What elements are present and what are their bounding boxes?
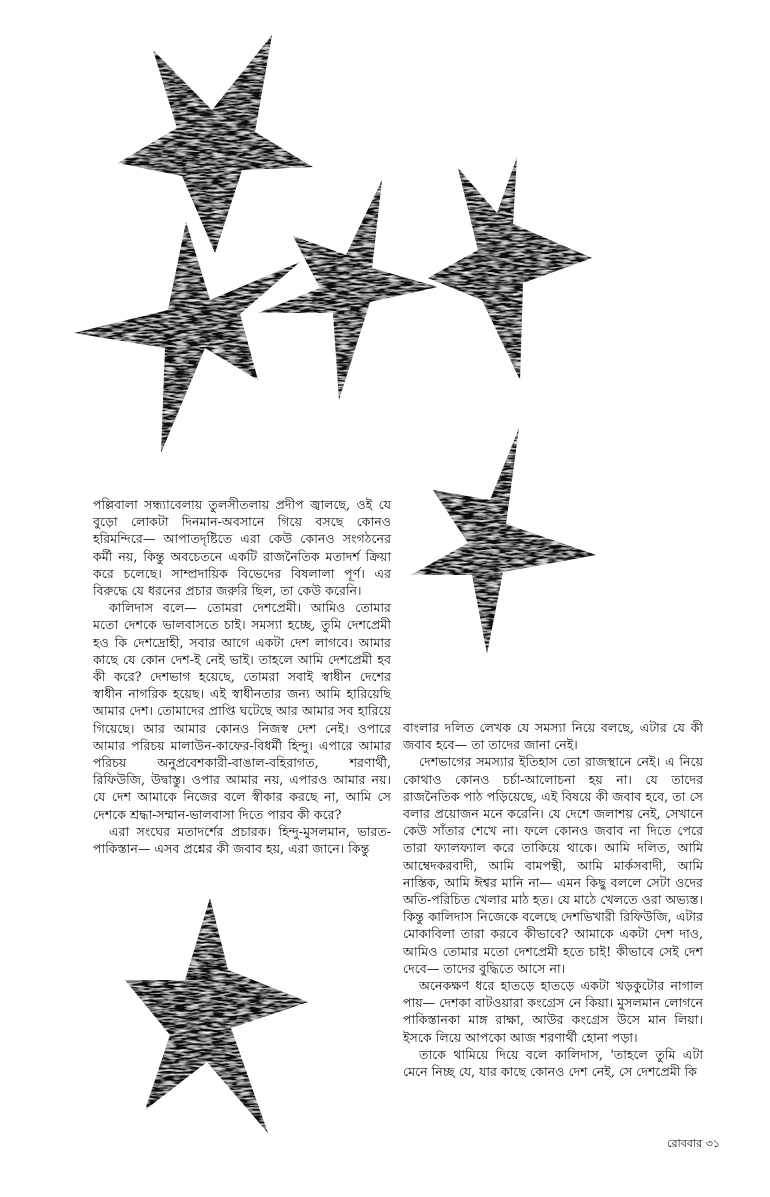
paragraph: বাংলার দলিত লেখক যে সমস্যা নিয়ে বলছে, এটার যে কী জবাব হবে— তা তাদের জানা নেই।	[403, 720, 703, 753]
star-icon	[428, 157, 592, 380]
paragraph: এরা সংঘের মতাদর্শের প্রচারক। হিন্দু-মুসলমান, ভারত-পাকিস্তান— এসব প্রশ্নের কী জবাব হয়, এরা জানে। কিন্তু	[93, 823, 391, 857]
paragraph: কালিদাস বলে— তোমরা দেশপ্রেমী। আমিও তোমার মতো দেশকে ভালবাসতে চাই। সমস্যা হচ্ছে, তুমি দেশপ্রেমী হও কি দেশদ্রোহী, সবার আগে একটা দেশ লাগবে। আমার কাছে যে কোন দেশ-ই নেই ভাই। তাহলে আমি দেশপ্রেমী হব কী করে? দেশভাগ হয়েছে, তোমরা সবাই স্বাধীন দেশের স্বাধীন নাগরিক হয়েছ। এই স্বাধীনতার জন্য আমি হারিয়েছি আমার দেশ। তোমাদের প্রাপ্তি ঘটেছে আর আমার সব হারিয়ে গিয়েছে। আর আমার কোনও নিজস্ব দেশ নেই। ওপারে আমার পরিচয় মালাউন-কাফের-বিধর্মী হিন্দু। এপারে আমার পরিচয় অনুপ্রবেশকারী-বাঙাল-বহিরাগত, শরণার্থী, রিফিউজি, উদ্বাস্তু। ওপার আমার নয়, এপারও আমার নয়। যে দেশ আমাকে নিজের বলে স্বীকার করছে না, আমি সে দেশকে শ্রদ্ধা-সম্মান-ভালবাসা দিতে পারব কী করে?	[93, 600, 391, 822]
left-text-column	[93, 496, 391, 857]
paragraph: তাকে থামিয়ে দিয়ে বলে কালিদাস, 'তাহলে তুমি এটা মেনে নিচ্ছ যে, যার কাছে কোনও দেশ নেই, সে দেশপ্রেমী কি	[403, 1046, 703, 1080]
page-footer: রোববার ৩১	[667, 1137, 720, 1150]
star-icon	[74, 222, 300, 453]
right-text-column	[403, 719, 703, 1080]
paragraph: অনেকক্ষণ ধরে হাতড়ে হাতড়ে একটা খড়কুটোর নাগাল পায়— দেশকা বাটওয়ারা কংগ্রেস নে কিয়া। মুসলমান লোগনে পাকিস্তানকা মাঙ্গ রাক্ষা, আউর কংগ্রেস উসে মান লিয়া। ইসকে লিয়ে আপকো আজ শরণার্থী হোনা পড়া।	[403, 978, 703, 1045]
star-icon	[125, 898, 308, 1133]
star-icon	[258, 180, 438, 400]
star-icon	[411, 428, 596, 654]
paragraph: পল্লিবালা সন্ধ্যাবেলায় তুলসীতলায় প্রদীপ জ্বালছে, ওই যে বুড়ো লোকটা দিনমান-অবসানে গিয়ে বসছে কোনও হরিমন্দিরে— আপাতদৃষ্টিতে এরা কেউ কোনও সংগঠনের কর্মী নয়, কিন্তু অবচেতনে একটি রাজনৈতিক মতাদর্শ ক্রিয়া করে চলেছে। সাম্প্রদায়িক বিভেদের বিষলালা পূর্ণ। এর বিরুদ্ধে যে ধরনের প্রচার জরুরি ছিল, তা কেউ করেনি।	[93, 497, 391, 599]
paragraph: দেশভাগের সমস্যার ইতিহাস তো রাজস্থানে নেই। এ নিয়ে কোথাও কোনও চর্চা-আলোচনা হয় না। যে তাদের রাজনৈতিক পাঠ পড়িয়েছে, এই বিষয়ে কী জবাব হবে, তা সে বলার প্রয়োজন মনে করেনি। যে দেশে জলাশয় নেই, সেখানে কেউ সাঁতার শেখে না। ফলে কোনও জবাব না দিতে পেরে তারা ফ্যালফ্যাল করে তাকিয়ে থাকে। আমি দলিত, আমি আম্বেদকরবাদী, আমি বামপন্থী, আমি মার্কসবাদী, আমি নাস্তিক, আমি ঈশ্বর মানি না— এমন কিছু বললে সেটা ওদের অতি-পরিচিত খেলার মাঠ হত। যে মাঠে খেলতে ওরা অভ্যস্ত। কিন্তু কালিদাস নিজেকে বলেছে দেশভিখারী রিফিউজি, এটার মোকাবিলা তারা করবে কীভাবে? আমাকে একটা দেশ দাও, আমিও তোমার মতো দেশপ্রেমী হতে চাই! কীভাবে সেই দেশ দেবে— তাদের বুদ্ধিতে আসে না।	[403, 754, 703, 976]
star-icon	[118, 35, 313, 253]
